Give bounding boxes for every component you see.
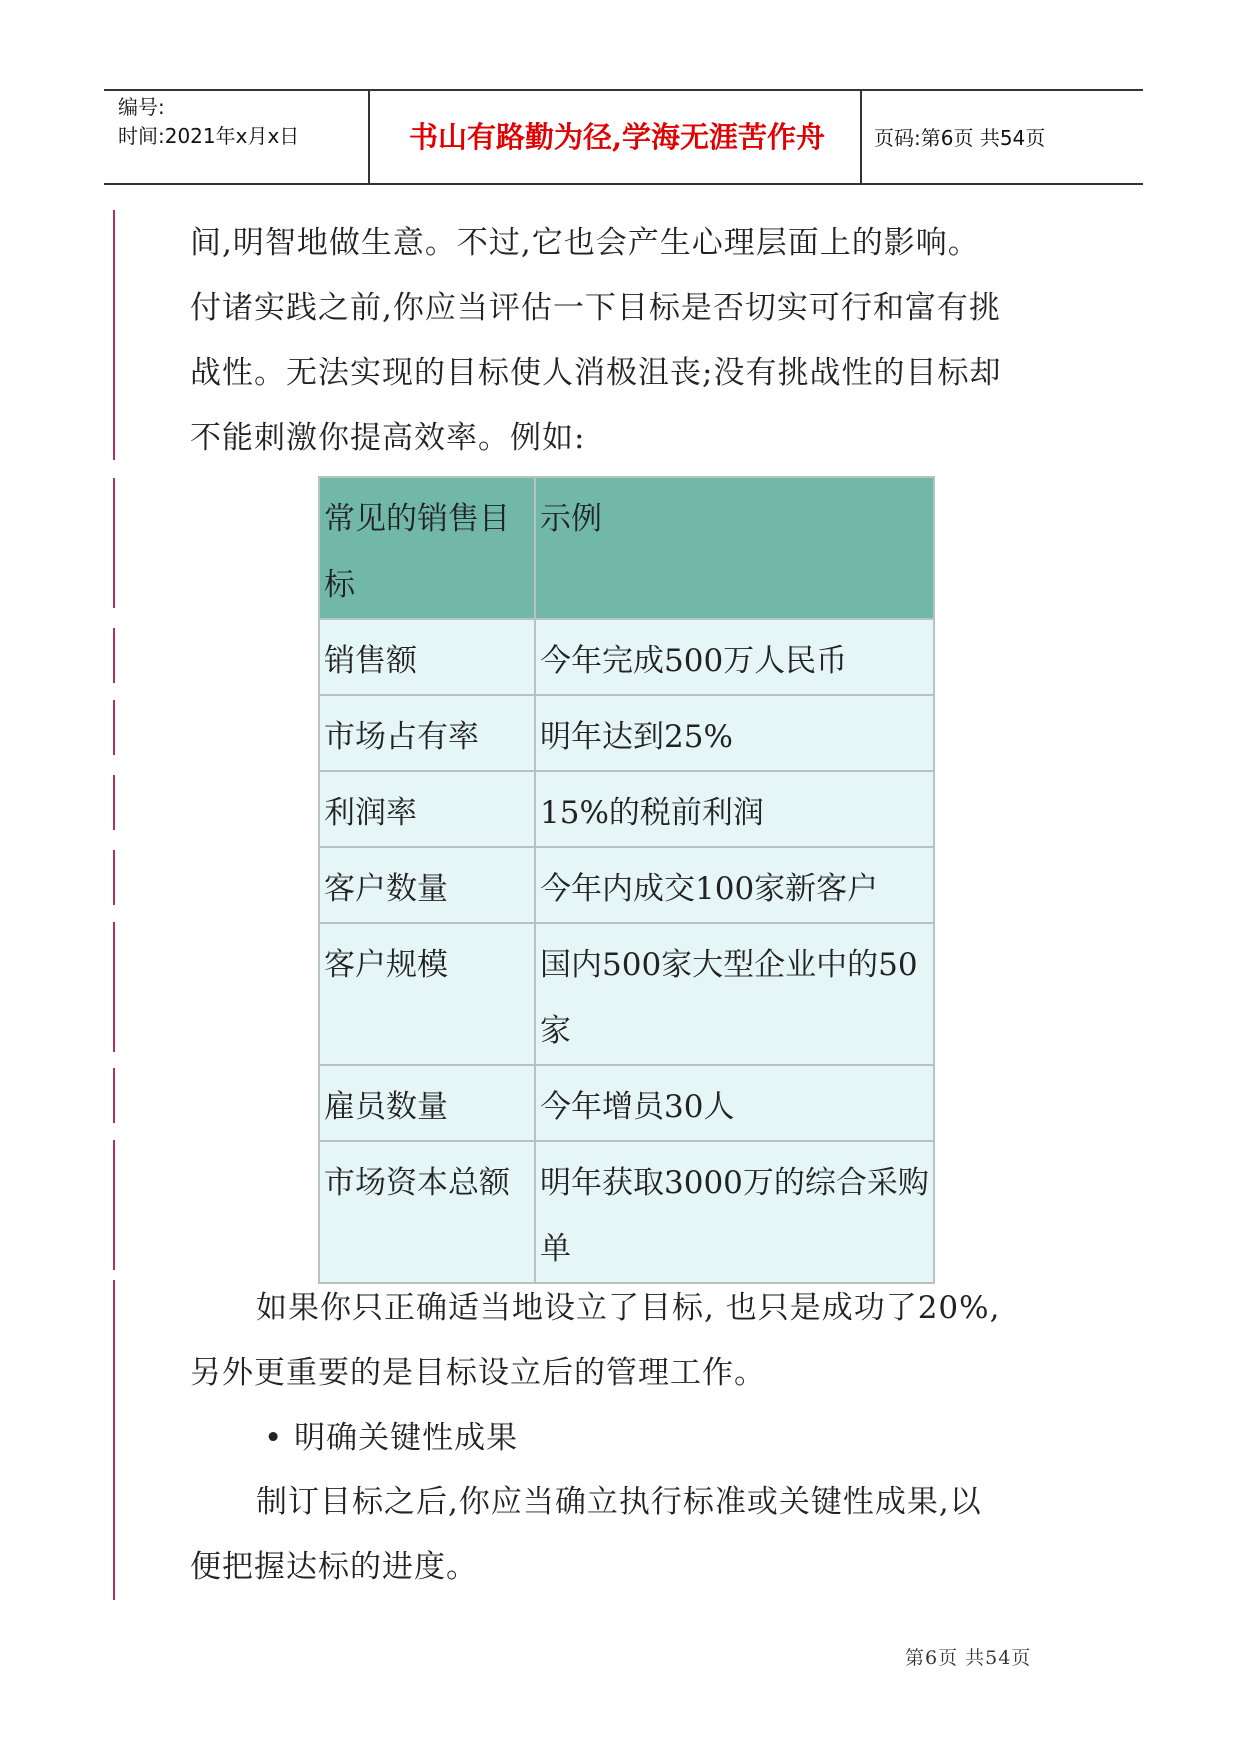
header-divider-left <box>368 91 370 184</box>
header-page-label: 页码:第6页 共54页 <box>874 126 1046 150</box>
header-bottom-rule <box>104 183 1143 185</box>
table-cell-example: 今年内成交100家新客户 <box>535 847 934 923</box>
revision-mark <box>113 1140 115 1270</box>
page-footer: 第6页 共54页 <box>905 1647 1032 1669</box>
sales-goals-table <box>318 476 935 1284</box>
header-meta <box>118 93 299 151</box>
text-line: 制订目标之后,你应当确立执行标准或关键性成果,以 <box>256 1484 982 1520</box>
paragraph-intro <box>190 211 1070 471</box>
bullet-heading: • 明确关键性成果 <box>264 1420 519 1456</box>
document-time-label: 时间:2021年x月x日 <box>118 124 300 148</box>
revision-mark <box>113 775 115 830</box>
table-row <box>319 1141 934 1283</box>
table-row <box>319 923 934 1065</box>
table-header-cell: 示例 <box>535 477 934 619</box>
table-cell-goal: 雇员数量 <box>319 1065 535 1141</box>
table-cell-goal: 销售额 <box>319 619 535 695</box>
table-row <box>319 1065 934 1141</box>
revision-mark <box>113 700 115 755</box>
table-header-cell: 常见的销售目标 <box>319 477 535 619</box>
text-line: 另外更重要的是目标设立后的管理工作。 <box>190 1355 766 1391</box>
paragraph-key-results <box>190 1470 1070 1600</box>
table-cell-goal: 客户数量 <box>319 847 535 923</box>
table-row <box>319 771 934 847</box>
paragraph-management <box>190 1276 1070 1406</box>
table-cell-example: 今年增员30人 <box>535 1065 934 1141</box>
text-line: 间,明智地做生意。不过,它也会产生心理层面上的影响。 <box>190 225 980 261</box>
table-cell-example: 明年获取3000万的综合采购单 <box>535 1141 934 1283</box>
table-cell-goal: 市场占有率 <box>319 695 535 771</box>
table-cell-goal: 客户规模 <box>319 923 535 1065</box>
revision-mark <box>113 210 115 460</box>
header-motto: 书山有路勤为径,学海无涯苦作舟 <box>408 120 826 154</box>
revision-mark <box>113 1068 115 1123</box>
revision-mark <box>113 1280 115 1600</box>
text-line: 如果你只正确适当地设立了目标, 也只是成功了20%, <box>256 1290 1001 1326</box>
table-cell-example: 今年完成500万人民币 <box>535 619 934 695</box>
table-cell-goal: 市场资本总额 <box>319 1141 535 1283</box>
table-header-row <box>319 477 934 619</box>
text-line: 不能刺激你提高效率。例如: <box>190 420 586 456</box>
text-line: 战性。无法实现的目标使人消极沮丧;没有挑战性的目标却 <box>190 355 1002 391</box>
header-top-rule <box>104 89 1143 91</box>
table-row <box>319 695 934 771</box>
table-cell-goal: 利润率 <box>319 771 535 847</box>
table-cell-example: 国内500家大型企业中的50家 <box>535 923 934 1065</box>
revision-mark <box>113 478 115 608</box>
revision-mark <box>113 628 115 683</box>
table-cell-example: 15%的税前利润 <box>535 771 934 847</box>
revision-mark <box>113 922 115 1052</box>
text-line: 便把握达标的进度。 <box>190 1549 478 1585</box>
table-row <box>319 619 934 695</box>
table-row <box>319 847 934 923</box>
document-number-label: 编号: <box>118 95 165 119</box>
text-line: 付诸实践之前,你应当评估一下目标是否切实可行和富有挑 <box>190 290 1001 326</box>
revision-mark <box>113 850 115 905</box>
table-cell-example: 明年达到25% <box>535 695 934 771</box>
